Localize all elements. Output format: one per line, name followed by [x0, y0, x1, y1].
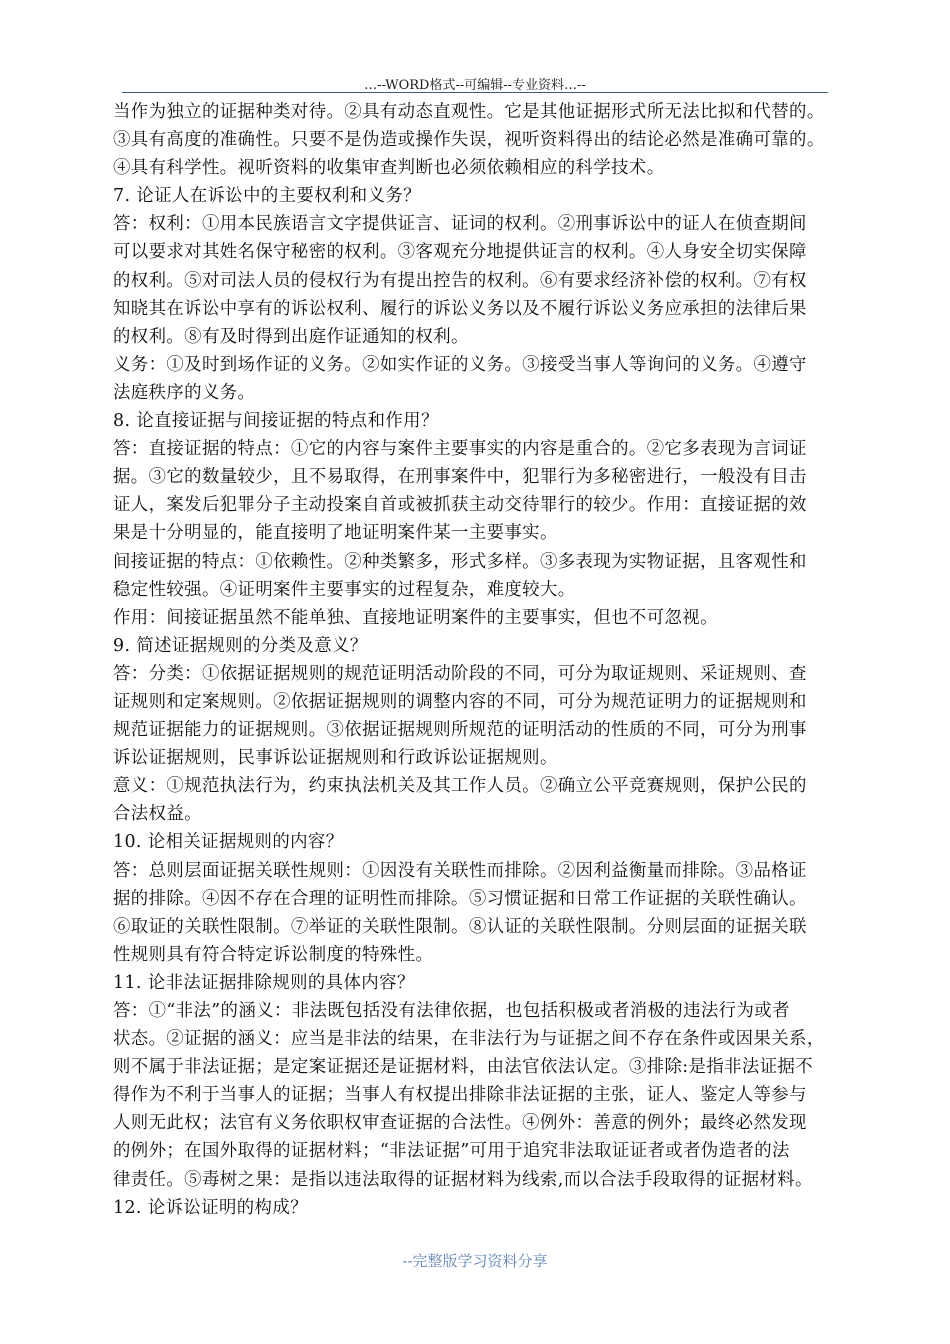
text-line: 知晓其在诉讼中享有的诉讼权利、履行的诉讼义务以及不履行诉讼义务应承担的法律后果 [113, 298, 807, 319]
text-line: 证规则和定案规则。②依据证据规则的调整内容的不同，可分为规范证明力的证据规则和 [113, 691, 807, 712]
text-line: 12. 论诉讼证明的构成？ [113, 1197, 308, 1218]
text-line: 证人，案发后犯罪分子主动投案自首或被抓获主动交待罪行的较少。作用：直接证据的效 [113, 495, 807, 516]
text-line: 的例外；在国外取得的证据材料；“非法证据”可用于追究非法取证证者或者伪造者的法 [113, 1141, 790, 1162]
text-line: 7. 论证人在诉讼中的主要权利和义务？ [113, 186, 421, 207]
text-line: 8. 论直接证据与间接证据的特点和作用？ [113, 411, 439, 432]
text-line: 规范证据能力的证据规则。③依据证据规则所规范的证明活动的性质的不同，可分为刑事 [113, 720, 807, 741]
text-line: 答：分类：①依据证据规则的规范证明活动阶段的不同，可分为取证规则、采证规则、查 [113, 663, 807, 684]
text-line: 答：①“非法”的涵义：非法既包括没有法律依据，也包括积极或者消极的违法行为或者 [113, 1001, 790, 1021]
text-line: 律责任。⑤毒树之果：是指以违法取得的证据材料为线索,而以合法手段取得的证据材料。 [113, 1169, 813, 1190]
text-line: 10. 论相关证据规则的内容？ [113, 832, 344, 853]
text-line: 得作为不利于当事人的证据；当事人有权提出排除非法证据的主张，证人、鉴定人等参与 [113, 1085, 807, 1106]
text-line: 义务：①及时到场作证的义务。②如实作证的义务。③接受当事人等询问的义务。④遵守 [113, 354, 807, 375]
text-line: 稳定性较强。④证明案件主要事实的过程复杂，难度较大。 [113, 579, 576, 600]
text-line: 的权利。⑧有及时得到出庭作证通知的权利。 [113, 326, 469, 347]
text-line: 状态。②证据的涵义：应当是非法的结果，在非法行为与证据之间不存在条件或因果关系， [113, 1029, 825, 1050]
text-line: 9. 简述证据规则的分类及意义？ [113, 635, 368, 656]
header-rule [122, 92, 828, 93]
text-line: 可以要求对其姓名保守秘密的权利。③客观充分地提供证言的权利。④人身安全切实保障 [113, 242, 807, 263]
text-line: 间接证据的特点：①依赖性。②种类繁多，形式多样。③多表现为实物证据，且客观性和 [113, 551, 807, 572]
page-footer: --完整版学习资料分享 [402, 1252, 548, 1270]
page-header: …--WORD格式--可编辑--专业资料…-- [364, 78, 586, 93]
text-line: ④具有科学性。视听资料的收集审查判断也必须依赖相应的科学技术。 [113, 158, 665, 179]
text-line: ⑥取证的关联性限制。⑦举证的关联性限制。⑧认证的关联性限制。分则层面的证据关联 [113, 916, 807, 937]
text-line: 作用：间接证据虽然不能单独、直接地证明案件的主要事实，但也不可忽视。 [113, 607, 718, 628]
text-line: 则不属于非法证据；是定案证据还是证据材料，由法官依法认定。③排除:是指非法证据不 [113, 1057, 814, 1078]
text-line: 人则无此权；法官有义务依职权审查证据的合法性。④例外：善意的例外；最终必然发现 [113, 1113, 807, 1134]
text-line: 据的排除。④因不存在合理的证明性而排除。⑤习惯证据和日常工作证据的关联性确认。 [113, 888, 807, 909]
text-line: 的权利。⑤对司法人员的侵权行为有提出控告的权利。⑥有要求经济补偿的权利。⑦有权 [113, 270, 807, 291]
text-line: 合法权益。 [113, 804, 202, 825]
text-line: 果是十分明显的，能直接明了地证明案件某一主要事实。 [113, 523, 558, 544]
text-line: 据。③它的数量较少，且不易取得，在刑事案件中，犯罪行为多秘密进行，一般没有目击 [113, 467, 807, 488]
text-line: 答：直接证据的特点：①它的内容与案件主要事实的内容是重合的。②它多表现为言词证 [113, 439, 807, 460]
text-line: 答：权利：①用本民族语言文字提供证言、证词的权利。②刑事诉讼中的证人在侦查期间 [113, 214, 807, 235]
text-line: 答：总则层面证据关联性规则：①因没有关联性而排除。②因利益衡量而排除。③品格证 [113, 860, 807, 881]
text-line: 性规则具有符合特定诉讼制度的特殊性。 [113, 944, 434, 965]
text-line: 法庭秩序的义务。 [113, 382, 256, 403]
text-line: 当作为独立的证据种类对待。②具有动态直观性。它是其他证据形式所无法比拟和代替的。 [113, 102, 825, 122]
text-line: 诉讼证据规则，民事诉讼证据规则和行政诉讼证据规则。 [113, 748, 558, 769]
text-line: 意义：①规范执法行为，约束执法机关及其工作人员。②确立公平竞赛规则，保护公民的 [113, 776, 807, 797]
document-body [113, 98, 865, 1222]
text-line: ③具有高度的准确性。只要不是伪造或操作失误，视听资料得出的结论必然是准确可靠的。 [113, 130, 825, 151]
text-line: 11. 论非法证据排除规则的具体内容？ [113, 972, 415, 993]
